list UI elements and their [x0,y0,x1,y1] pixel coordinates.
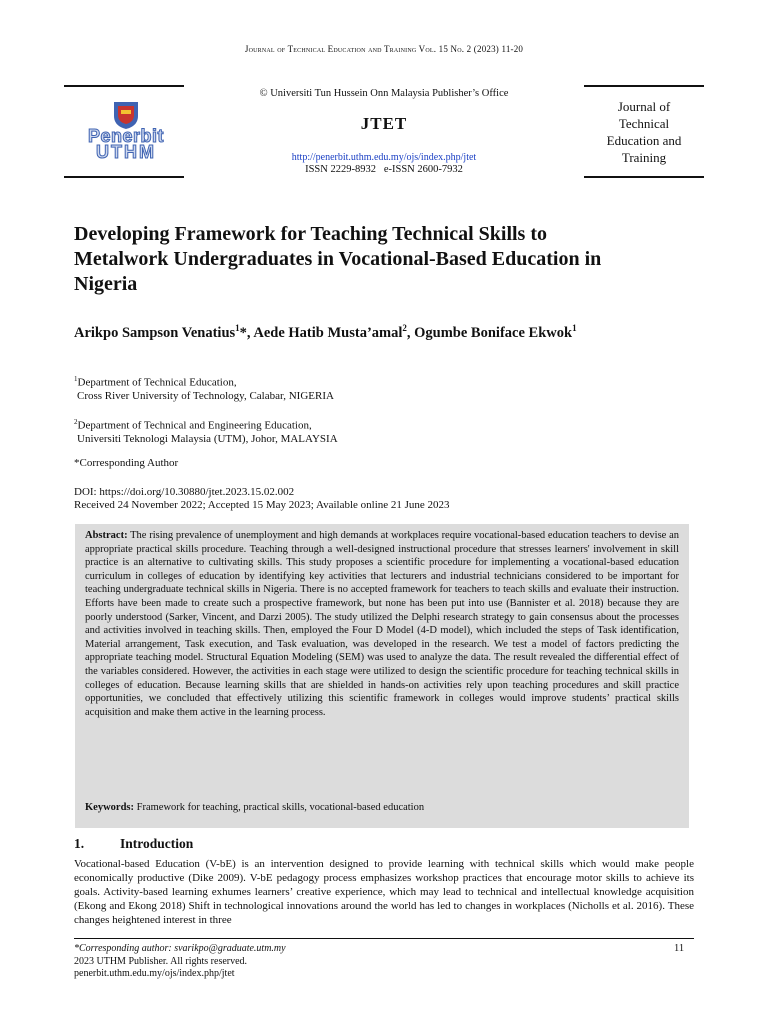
affiliation-institution: Cross River University of Technology, Calabar, NIGERIA [77,390,334,403]
penerbit-uthm-logo [84,100,168,162]
article-dates: Received 24 November 2022; Accepted 15 May 2023; Available online 21 June 2023 [74,499,450,511]
issn-line: ISSN 2229-8932 e-ISSN 2600-7932 [305,164,463,175]
keywords-body: Framework for teaching, practical skills, vocational-based education [136,802,425,813]
logo-text-uthm: UTHM [96,142,156,162]
section-title: Introduction [120,836,194,851]
doi-link[interactable]: DOI: https://doi.org/10.30880/jtet.2023.15.02.002 [74,486,295,498]
corresponding-author-note: *Corresponding Author [74,457,179,469]
author-name: Aede Hatib Musta’amal [253,324,403,341]
title-line: Nigeria [74,273,138,295]
footer-corresponding-author: *Corresponding author: svarikpo@graduate.utm.my [74,943,286,954]
affiliation-mark: 2 [74,418,78,426]
journal-name-line: Education and [606,133,682,148]
author-affiliation-mark: 2 [402,323,407,333]
author-separator: , [406,324,415,341]
author-name: Ogumbe Boniface Ekwok [414,324,573,341]
footer-rights: 2023 UTHM Publisher. All rights reserved. [74,956,248,967]
affiliation-mark: 1 [74,375,78,383]
introduction-paragraph: Vocational-based Education (V-bE) is an intervention designed to provide learning with technical skills which would make people economically productive (Dike 2009). V-bE pedagogy process emphasizes workshop practices that encourage motor skills to achieve its goals. Activity-based learning exhumes learners’ creative experience, which may lead to technical and intellectual knowledge acquisition (Ekong and Ekong 2018) Shift in technological innovations around the world has led to changes in workplaces (Nicholls et al. 2016). These changes heightened interest in three [74,858,694,926]
copyright-notice: © Universiti Tun Hussein Onn Malaysia Publisher’s Office [259,88,509,99]
abstract-body: The rising prevalence of unemployment and high demands at workplaces require vocational-based education teachers to devise an appropriate practical skills procedure. Teaching through a well-designed instructional procedure that stresses learners' involvement in skill practice is an alternative to cultivating skills. This study proposes a scientific procedure for implementing a vocational-based education curriculum in colleges of education by identifying key activities that lecturers and industrial technicians considered to be important for teaching undergraduate technical skills in Nigeria. There is no accepted framework for teachers to teach skills and evaluate their instruction. Efforts have been made to create such a prospective framework, but none has been put into use (Bannister et al. 2018) because they are poorly understood (Sarker, Vincent, and Darzi 2005). The study utilized the Delphi research strategy to gain consensus about the processes and activities involved in teaching skills. Then, employed the Four D Model (4-D model), which included the steps of Task identification, Material arrangement, Task execution, and Task evaluation, was developed in the research. We test a model of factors predicting the appropriate teaching model. Structural Equation Modeling (SEM) was used to analyze the data. The result revealed the differential effect of the variables considered. However, the activities in each stage were utilized to design the scientific procedure for teaching technical skills in colleges of education. Because learning skills that are shielded in hands-on activities rely upon teaching procedures and skill practice opportunities, we concluded that effectively utilizing this scientific framework in colleges would improve students’ practical skills acquisition and make them active in the learning process. [85,530,680,718]
abstract-box [75,524,689,828]
abstract-text [85,529,679,719]
journal-name-line: Technical [618,116,670,131]
journal-url-link[interactable]: http://penerbit.uthm.edu.my/ojs/index.php/jtet [291,152,477,163]
author-list [74,318,694,344]
footer-rule [74,938,694,939]
journal-name-box [584,98,704,166]
affiliation-department: Department of Technical Education, [77,376,237,389]
journal-name-line: Training [621,150,667,165]
title-line: Metalwork Undergraduates in Vocational-Based Education in [74,248,602,270]
author-affiliation-mark: 1 [572,323,577,333]
logo-text-penerbit: Penerbit [87,126,165,146]
page-number: 11 [674,943,685,954]
title-line: Developing Framework for Teaching Technical Skills to [74,223,547,245]
keywords-label: Keywords: [85,802,134,813]
affiliation-2 [74,416,694,447]
author-separator: *, [239,324,254,341]
keywords-line [85,802,679,813]
affiliation-institution: Universiti Teknologi Malaysia (UTM), Johor, MALAYSIA [77,433,338,446]
footer-url-link[interactable]: penerbit.uthm.edu.my/ojs/index.php/jtet [74,968,235,979]
affiliation-department: Department of Technical and Engineering Education, [77,419,312,432]
section-heading-introduction [74,836,193,852]
affiliation-1 [74,373,694,404]
header-rule-left-bottom [64,176,184,178]
journal-name-line: Journal of [617,99,671,114]
journal-running-header: Journal of Technical Education and Training Vol. 15 No. 2 (2023) 11-20 [244,44,524,54]
author-affiliation-mark: 1 [235,323,240,333]
header-rule-right-top [584,85,704,87]
header-rule-right-bottom [584,176,704,178]
header-rule-left-top [64,85,184,87]
author-name: Arikpo Sampson Venatius [74,324,236,341]
abstract-label: Abstract: [85,530,128,541]
article-title [74,222,714,297]
section-number: 1. [74,836,85,851]
journal-acronym: JTET [360,114,408,133]
